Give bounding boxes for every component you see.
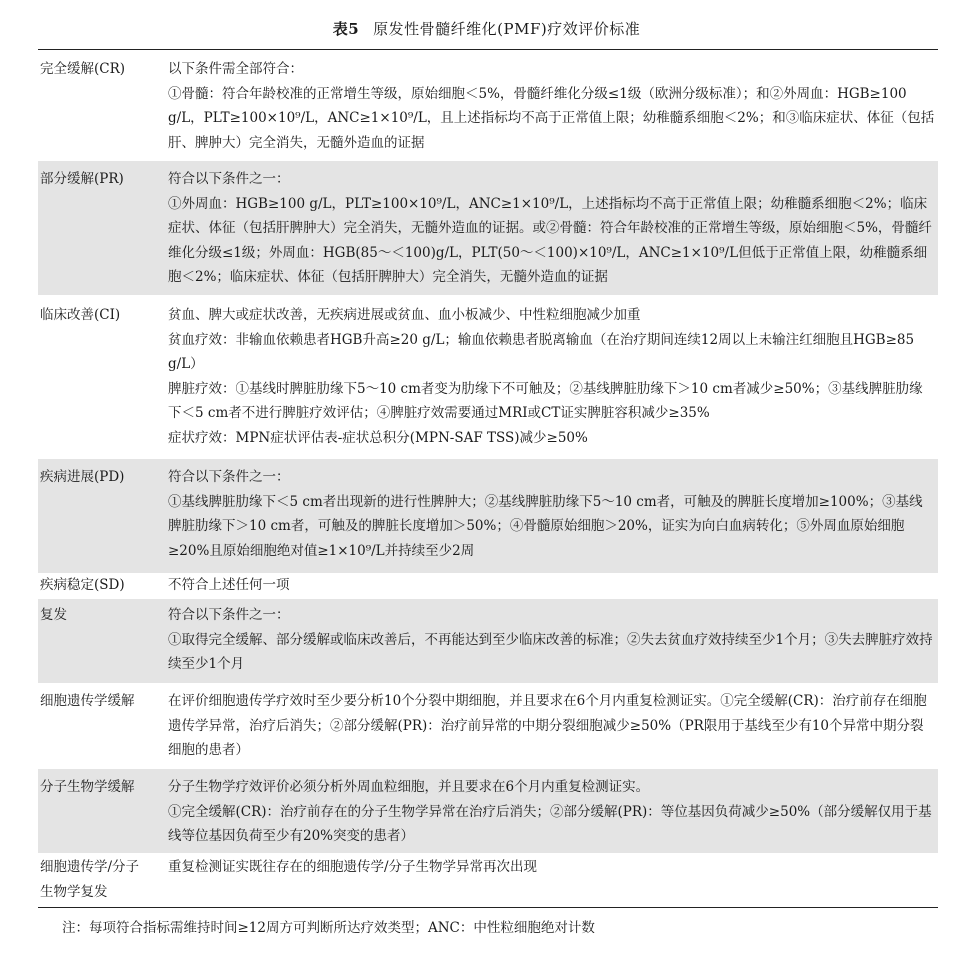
table-row (38, 573, 938, 599)
row-label: 临床改善(CI) (40, 307, 121, 323)
top-rule (38, 49, 938, 50)
row-line: 分子生物学疗效评价必须分析外周血粒细胞，并且要求在6个月内重复检测证实。 (168, 779, 650, 795)
row-line: 不符合上述任何一项 (168, 577, 290, 593)
row-label: 疾病进展(PD) (40, 469, 125, 485)
row-line: 症状疗效：MPN症状评估表-症状总积分(MPN-SAF TSS)减少≥50% (168, 429, 588, 446)
row-label: 疾病稳定(SD) (40, 577, 125, 593)
row-content (168, 603, 936, 677)
row-line: ①骨髓：符合年龄校准的正常增生等级，原始细胞＜5%，骨髓纤维化分级≤1级（欧洲分级标准）；和②外周血：HGB≥100 g/L，PLT≥100×10⁹/L，ANC≥1×10⁹/L，且上述指标均不高于正常值上限；幼稚髓系细胞＜2%；和③临床症状、体征（包括肝、脾肿大）完全消失，无髓外造血的证据 (168, 85, 935, 151)
row-content (168, 573, 936, 598)
row-label: 细胞遗传学/分子生物学复发 (40, 859, 140, 900)
row-line: ①完全缓解(CR)：治疗前存在的分子生物学异常在治疗后消失；②部分缓解(PR)：等位基因负荷减少≥50%（部分缓解仅用于基线等位基因负荷至少有20%突变的患者） (168, 803, 932, 844)
row-line: 以下条件需全部符合： (168, 61, 303, 77)
table-row (38, 55, 938, 161)
row-label: 完全缓解(CR) (40, 61, 126, 77)
table-row (38, 295, 938, 459)
row-line: ①外周血：HGB≥100 g/L，PLT≥100×10⁹/L，ANC≥1×10⁹/L，上述指标均不高于正常值上限；幼稚髓系细胞＜2%；临床症状、体征（包括肝脾肿大）完全消失，无髓外造血的证据。或②骨髓：符合年龄校准的正常增生等级，原始细胞＜5%，骨髓纤维化分级≤1级；外周血：HGB(85～＜100)g/L，PLT(50～＜100)×10⁹/L，ANC≥1×10⁹/L但低于正常值上限，幼稚髓系细胞＜2%；临床症状、体征（包括肝脾肿大）完全消失，无髓外造血的证据 (168, 195, 932, 285)
row-label: 细胞遗传学缓解 (40, 693, 135, 709)
row-line: 在评价细胞遗传学疗效时至少要分析10个分裂中期细胞，并且要求在6个月内重复检测证实。①完全缓解(CR)：治疗前存在细胞遗传学异常，治疗后消失；②部分缓解(PR)：治疗前异常的中期分裂细胞减少≥50%（PR限用于基线至少有10个异常中期分裂细胞的患者） (168, 693, 927, 758)
table-footnote: 注：每项符合指标需维持时间≥12周方可判断所达疗效类型；ANC：中性粒细胞绝对计数 (62, 920, 595, 936)
table-row (38, 683, 938, 769)
table-title: 原发性骨髓纤维化(PMF)疗效评价标准 (373, 20, 641, 38)
table-row (38, 769, 938, 853)
row-content (168, 57, 936, 155)
row-label: 分子生物学缓解 (40, 779, 135, 795)
row-content (168, 689, 936, 763)
table-row (38, 853, 938, 907)
row-content (168, 855, 936, 880)
row-label: 部分缓解(PR) (40, 171, 124, 187)
table-number: 表5 (332, 20, 360, 38)
row-label: 复发 (40, 607, 67, 623)
row-line: 重复检测证实既往存在的细胞遗传学/分子生物学异常再次出现 (168, 859, 538, 875)
row-content (168, 775, 936, 849)
row-line: ①取得完全缓解、部分缓解或临床改善后，不再能达到至少临床改善的标准；②失去贫血疗效持续至少1个月；③失去脾脏疗效持续至少1个月 (168, 631, 933, 672)
table-row (38, 599, 938, 683)
row-line: 符合以下条件之一： (168, 469, 290, 485)
row-content (168, 303, 936, 450)
row-content (168, 465, 936, 563)
row-line: 符合以下条件之一： (168, 171, 290, 187)
row-line: 符合以下条件之一： (168, 607, 290, 623)
row-line: ①基线脾脏肋缘下＜5 cm者出现新的进行性脾肿大；②基线脾脏肋缘下5～10 cm者，可触及的脾脏长度增加≥100%；③基线脾脏肋缘下＞10 cm者，可触及的脾脏长度增加＞50%；④骨髓原始细胞＞20%，证实为向白血病转化；⑤外周血原始细胞≥20%且原始细胞绝对值≥1×10⁹/L并持续至少2周 (168, 493, 923, 559)
row-line: 贫血疗效：非输血依赖患者HGB升高≥20 g/L；输血依赖患者脱离输血（在治疗期间连续12周以上未输注红细胞且HGB≥85 g/L） (168, 331, 915, 372)
table-row (38, 161, 938, 295)
row-line: 脾脏疗效：①基线时脾脏肋缘下5～10 cm者变为肋缘下不可触及；②基线脾脏肋缘下＞10 cm者减少≥50%；③基线脾脏肋缘下＜5 cm者不进行脾脏疗效评估；④脾脏疗效需要通过MRI或CT证实脾脏容积减少≥35% (168, 380, 923, 421)
table-caption (0, 18, 973, 39)
row-line: 贫血、脾大或症状改善，无疾病进展或贫血、血小板减少、中性粒细胞减少加重 (168, 307, 641, 323)
row-content (168, 167, 936, 290)
bottom-rule (38, 907, 938, 908)
table-row (38, 459, 938, 573)
